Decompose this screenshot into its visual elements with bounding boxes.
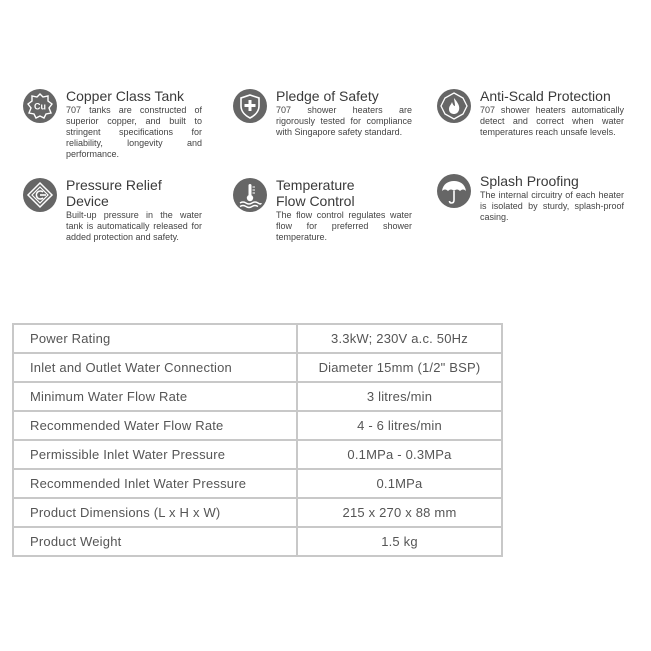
spec-value: 0.1MPa	[297, 469, 502, 498]
spec-label: Permissible Inlet Water Pressure	[13, 440, 297, 469]
spec-value: 215 x 270 x 88 mm	[297, 498, 502, 527]
copper-icon-label: Cu	[34, 101, 46, 112]
feature-description: Built-up pressure in the water tank is automatically released for added protection and safety.	[66, 210, 202, 242]
temperature-flow-icon	[232, 177, 268, 213]
spec-label: Minimum Water Flow Rate	[13, 382, 297, 411]
spec-label: Product Dimensions (L x H x W)	[13, 498, 297, 527]
feature-description: 707 shower heaters automatically detect and correct when water temperatures reach unsafe levels.	[480, 105, 624, 137]
feature-title-line-2: Device	[66, 193, 109, 209]
spec-label: Recommended Water Flow Rate	[13, 411, 297, 440]
spec-value: 4 - 6 litres/min	[297, 411, 502, 440]
safety-shield-icon	[232, 88, 268, 124]
umbrella-icon	[436, 173, 472, 209]
spec-value: 1.5 kg	[297, 527, 502, 556]
table-row	[13, 411, 502, 440]
spec-label: Inlet and Outlet Water Connection	[13, 353, 297, 382]
spec-value: 3.3kW; 230V a.c. 50Hz	[297, 324, 502, 353]
table-row	[13, 469, 502, 498]
pressure-relief-icon	[22, 177, 58, 213]
spec-label: Product Weight	[13, 527, 297, 556]
table-row	[13, 527, 502, 556]
spec-label: Recommended Inlet Water Pressure	[13, 469, 297, 498]
feature-title-line-1: Temperature	[276, 177, 355, 193]
spec-value: Diameter 15mm (1/2" BSP)	[297, 353, 502, 382]
spec-label: Power Rating	[13, 324, 297, 353]
feature-description: 707 shower heaters are rigorously tested for compliance with Singapore safety standard.	[276, 105, 412, 137]
anti-scald-flame-icon	[436, 88, 472, 124]
spec-value: 3 litres/min	[297, 382, 502, 411]
copper-tank-icon	[22, 88, 58, 124]
feature-description: 707 tanks are constructed of superior copper, and built to stringent specifications for reliability, longevity and performance.	[66, 105, 202, 159]
table-row	[13, 498, 502, 527]
feature-title-line-1: Pressure Relief	[66, 177, 162, 193]
specifications-table	[12, 323, 503, 557]
table-row	[13, 353, 502, 382]
feature-title-line-2: Flow Control	[276, 193, 355, 209]
table-row	[13, 440, 502, 469]
feature-description: The internal circuitry of each heater is isolated by sturdy, splash-proof casing.	[480, 190, 624, 222]
feature-title: Copper Class Tank	[66, 88, 185, 104]
feature-title: Splash Proofing	[480, 173, 579, 189]
table-row	[13, 324, 502, 353]
table-row	[13, 382, 502, 411]
feature-title: Pledge of Safety	[276, 88, 379, 104]
feature-description: The flow control regulates water flow for preferred shower temperature.	[276, 210, 412, 242]
feature-title: Anti-Scald Protection	[480, 88, 611, 104]
spec-value: 0.1MPa - 0.3MPa	[297, 440, 502, 469]
